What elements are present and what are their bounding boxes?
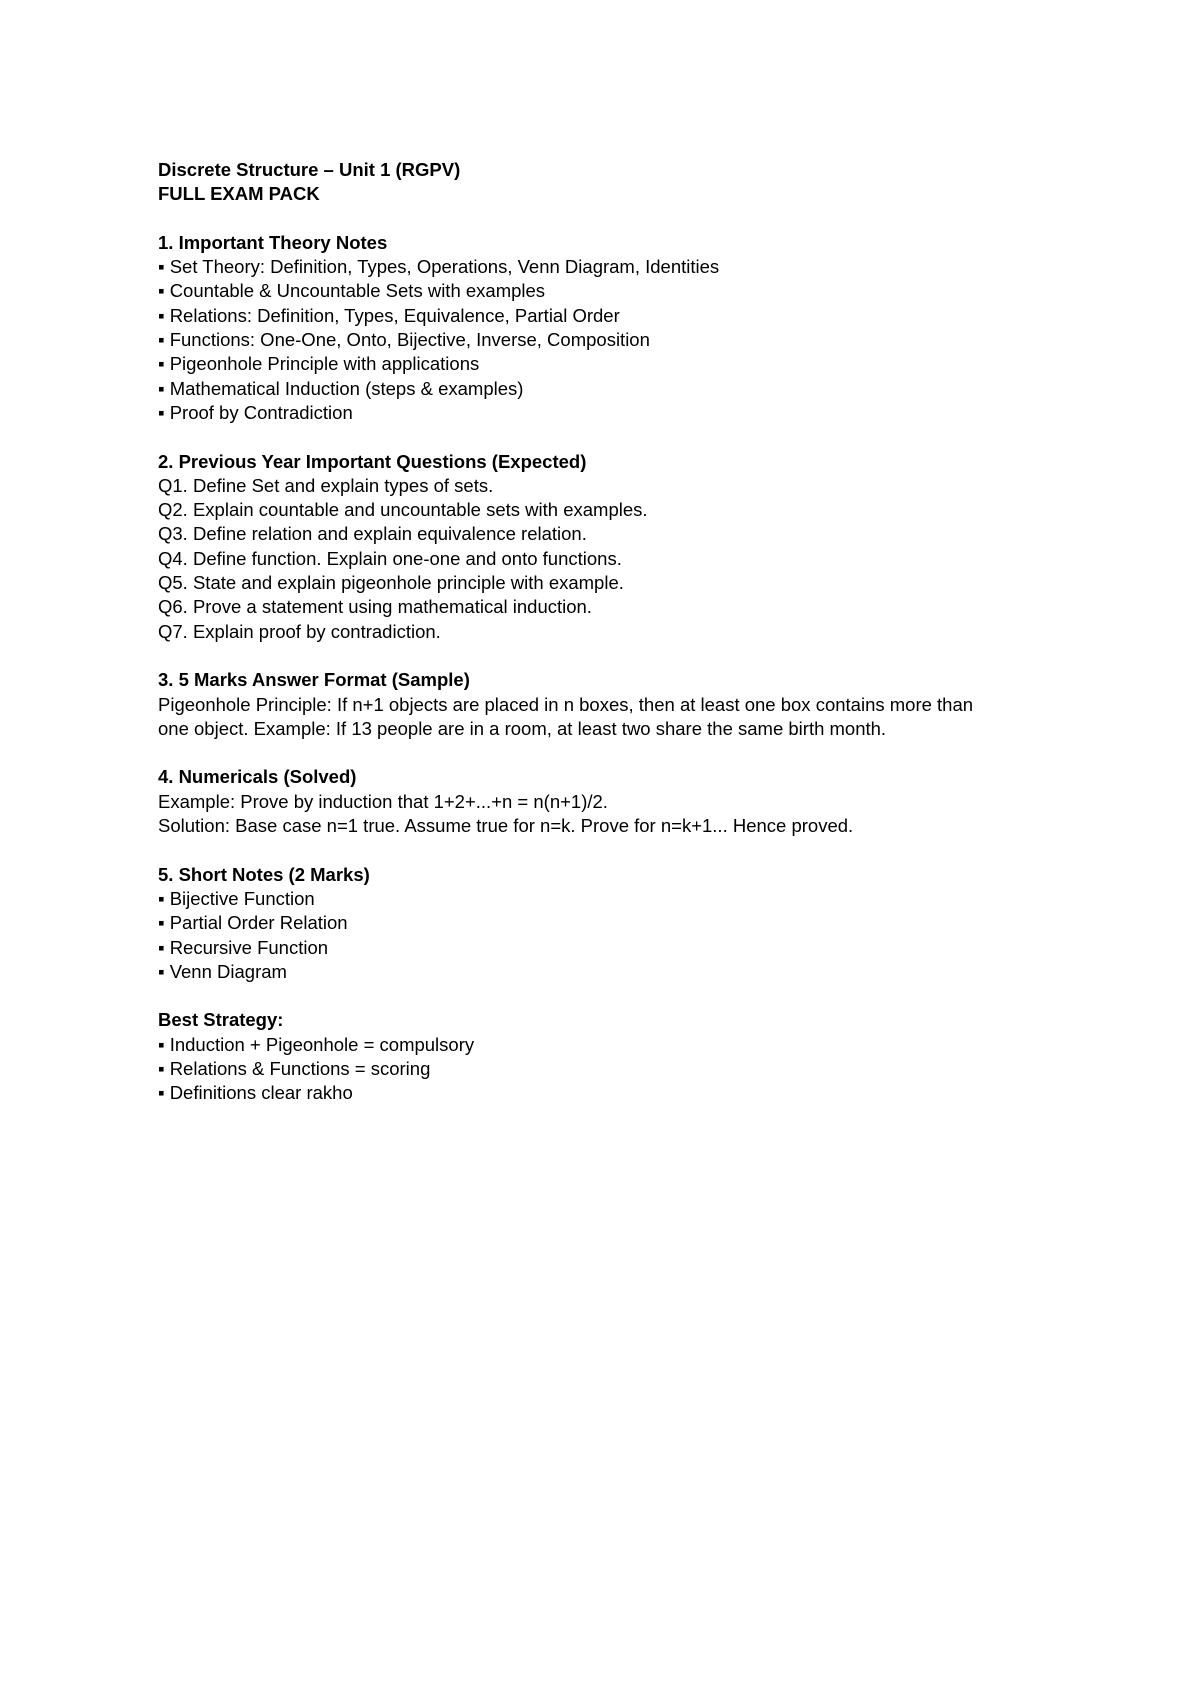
section-heading: 2. Previous Year Important Questions (Expected) [158,450,587,472]
spacer [158,838,1058,862]
section-short-notes [158,863,1058,984]
section-heading: 4. Numericals (Solved) [158,766,357,788]
question-item: Q5. State and explain pigeonhole principle with example. [158,572,624,594]
list-item: ▪ Relations & Functions = scoring [158,1057,431,1079]
list-item: ▪ Induction + Pigeonhole = compulsory [158,1033,475,1055]
question-item: Q4. Define function. Explain one-one and onto functions. [158,547,622,569]
answer-text-line: one object. Example: If 13 people are in a room, at least two share the same birth month. [158,717,887,739]
spacer [158,425,1058,449]
list-item: ▪ Functions: One-One, Onto, Bijective, Inverse, Composition [158,329,650,351]
list-item: ▪ Recursive Function [158,936,329,958]
section-answer-format [158,668,1058,741]
question-item: Q7. Explain proof by contradiction. [158,620,441,642]
question-item: Q1. Define Set and explain types of sets. [158,474,494,496]
question-item: Q3. Define relation and explain equivalence relation. [158,523,587,545]
section-heading: 1. Important Theory Notes [158,231,388,253]
spacer [158,644,1058,668]
document-title: Discrete Structure – Unit 1 (RGPV) [158,159,461,180]
list-item: ▪ Proof by Contradiction [158,401,353,423]
document-page [158,158,1058,1106]
section-heading: Best Strategy: [158,1009,284,1031]
list-item: ▪ Mathematical Induction (steps & examples) [158,377,524,399]
question-item: Q2. Explain countable and uncountable sets with examples. [158,499,648,521]
section-heading: 5. Short Notes (2 Marks) [158,863,370,885]
section-numericals [158,765,1058,838]
question-item: Q6. Prove a statement using mathematical induction. [158,596,592,618]
section-best-strategy [158,1008,1058,1105]
list-item: ▪ Partial Order Relation [158,912,348,934]
spacer [158,741,1058,765]
list-item: ▪ Bijective Function [158,887,315,909]
example-line: Example: Prove by induction that 1+2+...+n = n(n+1)/2. [158,790,608,812]
section-heading: 3. 5 Marks Answer Format (Sample) [158,669,470,691]
list-item: ▪ Relations: Definition, Types, Equivalence, Partial Order [158,304,620,326]
list-item: ▪ Countable & Uncountable Sets with examples [158,280,546,302]
list-item: ▪ Definitions clear rakho [158,1082,353,1104]
section-previous-questions [158,450,1058,644]
document-subtitle: FULL EXAM PACK [158,183,320,205]
section-theory-notes [158,231,1058,425]
solution-line: Solution: Base case n=1 true. Assume true for n=k. Prove for n=k+1... Hence proved. [158,815,854,837]
spacer [158,207,1058,231]
spacer [158,984,1058,1008]
list-item: ▪ Pigeonhole Principle with applications [158,353,480,375]
list-item: ▪ Set Theory: Definition, Types, Operations, Venn Diagram, Identities [158,256,720,278]
list-item: ▪ Venn Diagram [158,960,287,982]
answer-text-line: Pigeonhole Principle: If n+1 objects are placed in n boxes, then at least one box contains more than [158,693,974,715]
